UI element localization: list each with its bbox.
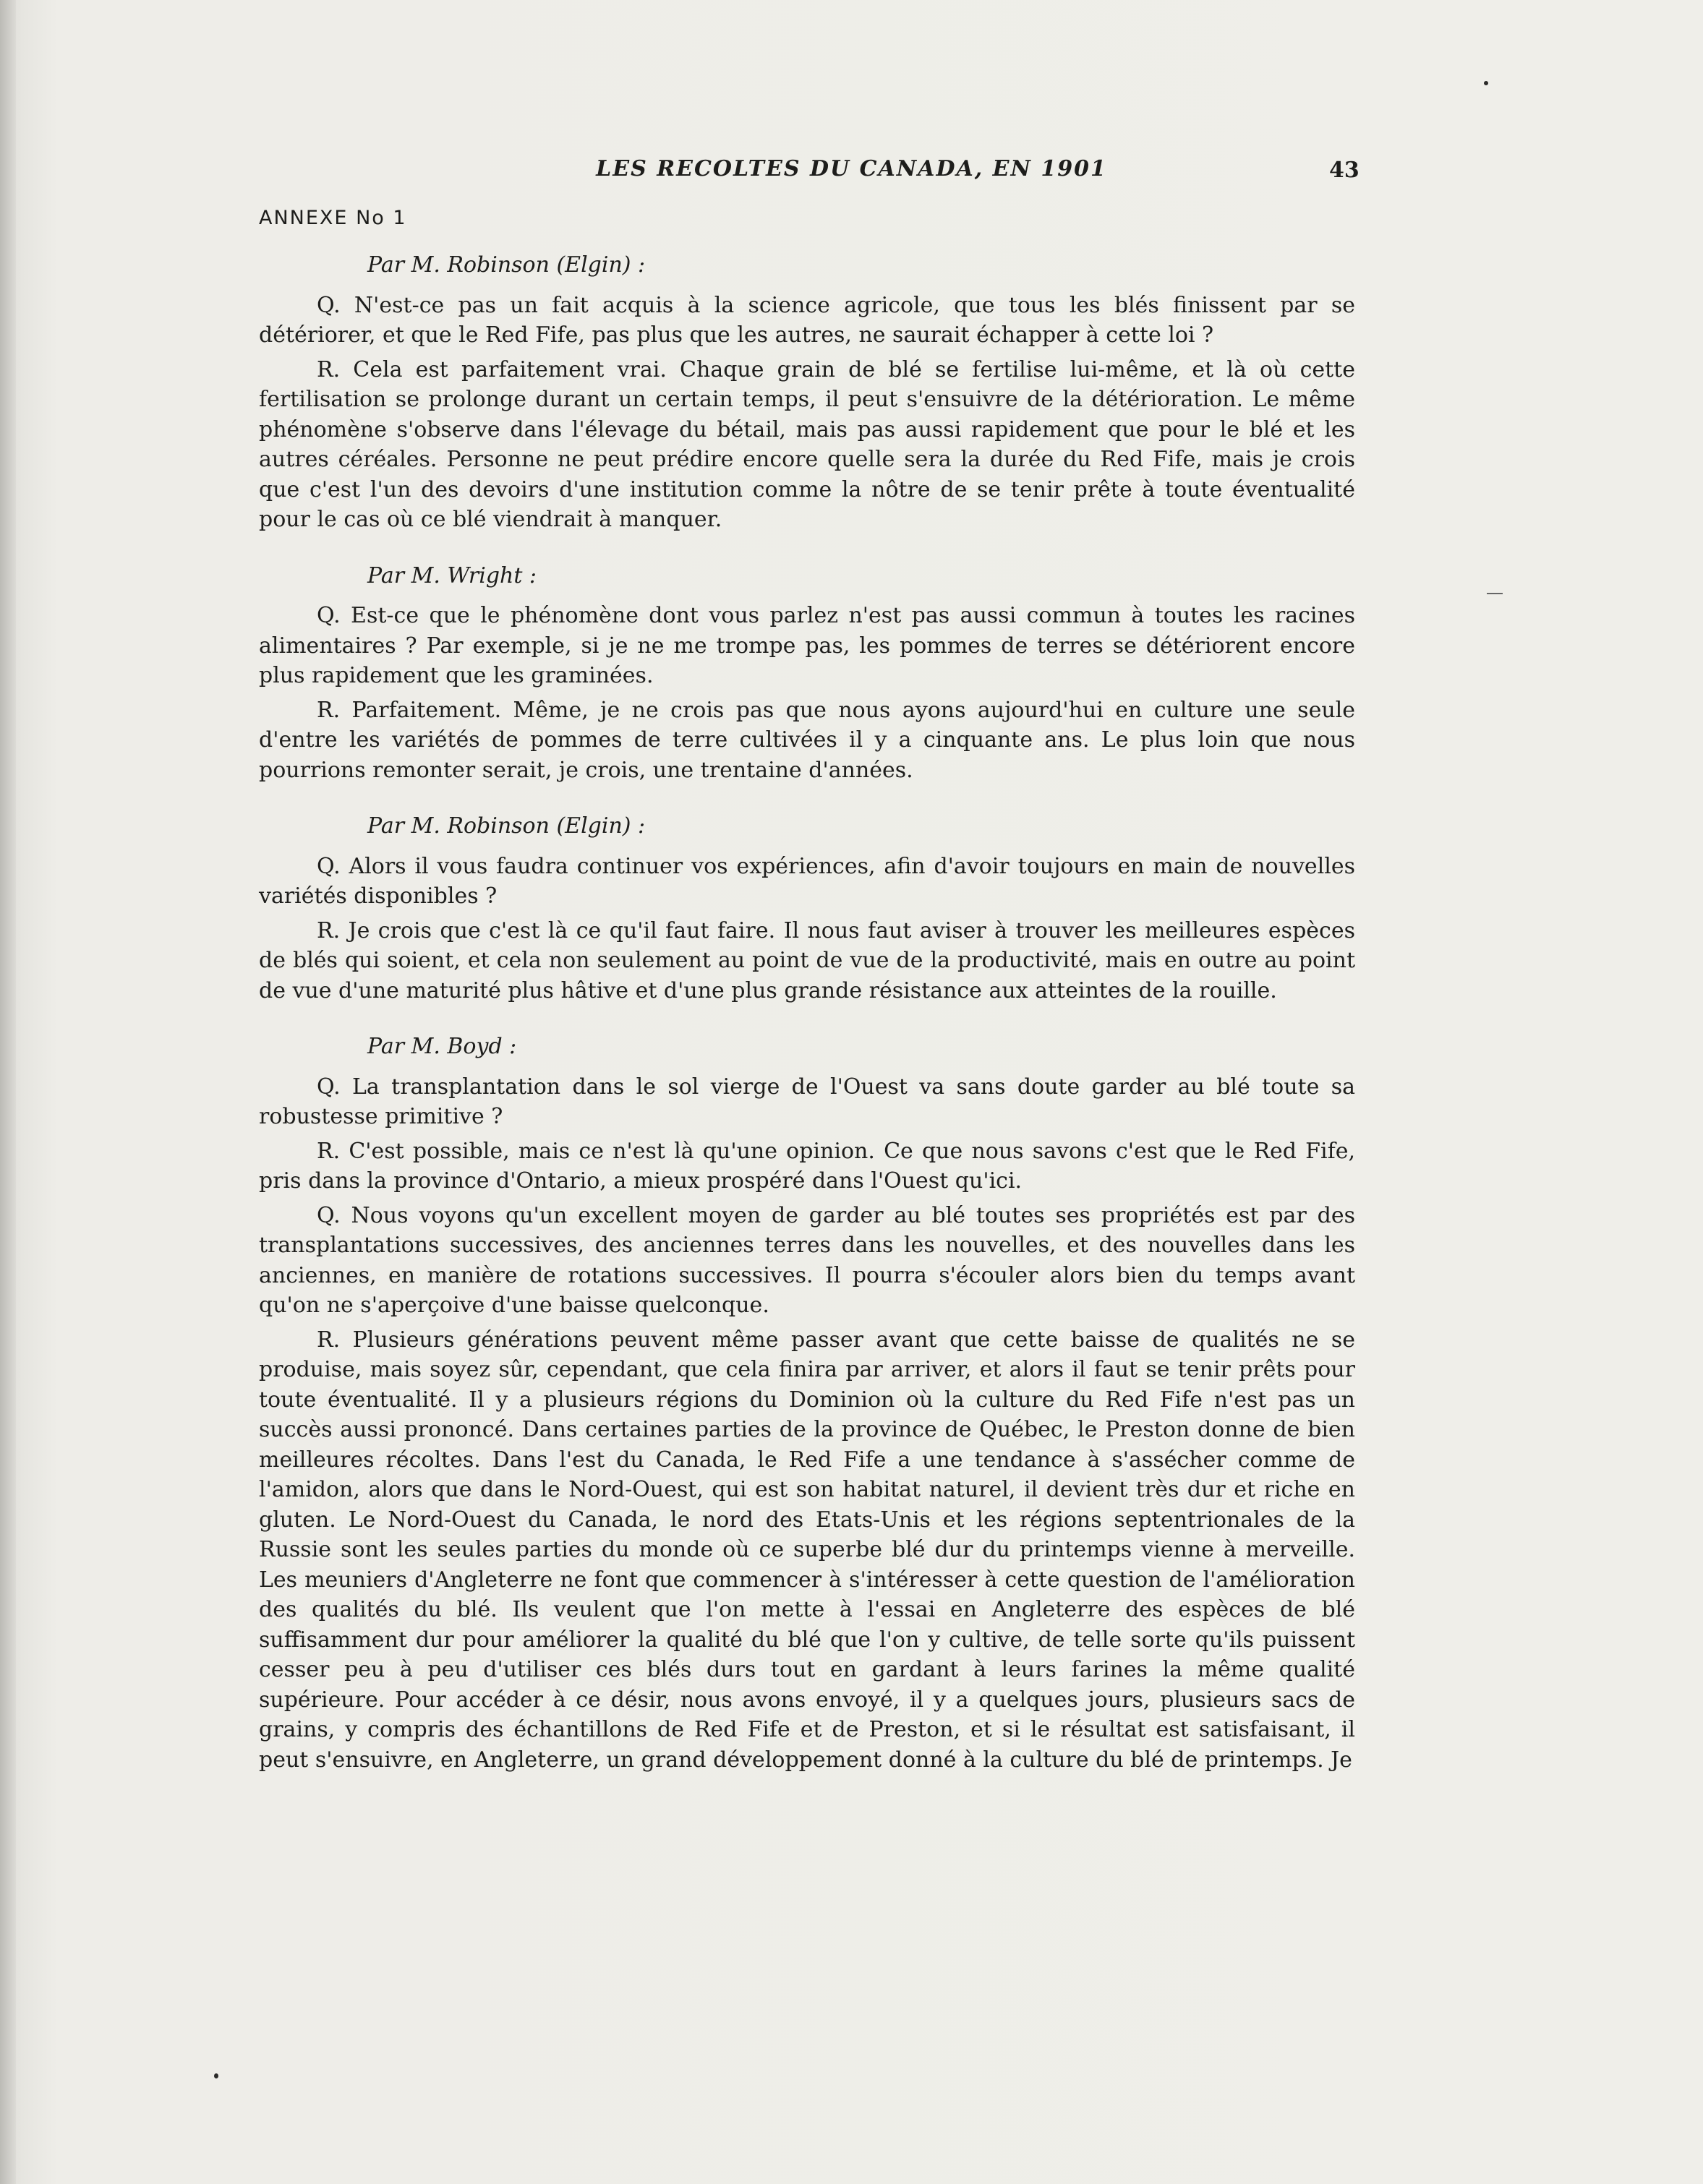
document-body <box>259 250 1355 1779</box>
running-header-title: LES RECOLTES DU CANADA, EN 1901 <box>596 156 1107 181</box>
paragraph: Q. Alors il vous faudra continuer vos expériences, afin d'avoir toujours en main de nouvelles variétés disponibles ? <box>259 853 1355 909</box>
section <box>259 811 1355 1006</box>
annex-label: ANNEXE No 1 <box>259 207 407 229</box>
section <box>259 1032 1355 1775</box>
paragraph: R. Parfaitement. Même, je ne crois pas que nous ayons aujourd'hui en culture une seule d'entre les variétés de pommes de terre cultivées il y a cinquante ans. Le plus loin que nous pourrions remonter serait, je crois, une trentaine d'années. <box>259 697 1355 783</box>
speaker-heading: Par M. Boyd : <box>367 1034 517 1059</box>
section <box>259 561 1355 786</box>
speaker-heading: Par M. Robinson (Elgin) : <box>367 813 646 839</box>
paragraph: R. Plusieurs générations peuvent même passer avant que cette baisse de qualités ne se produise, mais soyez sûr, cependant, que cela finira par arriver, et alors il faut se tenir prêts pour toute éventualité. Il y a plusieurs régions du Dominion où la culture du Red Fife n'est pas un succès aussi prononcé. Dans certaines parties de la province de Québec, le Preston donne de bien meilleures récoltes. Dans l'est du Canada, le Red Fife a une tendance à s'assécher comme de l'amidon, alors que dans le Nord-Ouest, qui est son habitat naturel, il devient très dur et riche en gluten. Le Nord-Ouest du Canada, le nord des Etats-Unis et les régions septentrionales de la Russie sont les seules parties du monde où ce superbe blé dur du printemps vienne à merveille. Les meuniers d'Angleterre ne font que commencer à s'intéresser à cette question de l'amélioration des qualités du blé. Ils veulent que l'on mette à l'essai en Angleterre des espèces de blé suffisamment dur pour améliorer la qualité du blé que l'on y cultive, de telle sorte qu'ils puissent cesser peu à peu d'utiliser ces blés durs tout en gardant à leurs farines la même qualité supérieure. Pour accéder à ce désir, nous avons envoyé, il y a quelques jours, plusieurs sacs de grains, y compris des échantillons de Red Fife et de Preston, et si le résultat est satisfaisant, il peut s'ensuivre, en Angleterre, un grand développement donné à la culture du blé de printemps. Je <box>259 1327 1355 1773</box>
paragraph: Q. La transplantation dans le sol vierge de l'Ouest va sans doute garder au blé toute sa robustesse primitive ? <box>259 1074 1355 1129</box>
page-number: 43 <box>1329 158 1360 183</box>
book-spine-shadow <box>0 0 16 2184</box>
paragraph: Q. Est-ce que le phénomène dont vous parlez n'est pas aussi commun à toutes les racines alimentaires ? Par exemple, si je ne me trompe pas, les pommes de terres se détériorent encore plus rapidement que les graminées. <box>259 603 1355 688</box>
paragraph: Q. Nous voyons qu'un excellent moyen de garder au blé toutes ses propriétés est par des transplantations successives, des anciennes terres dans les nouvelles, et des nouvelles dans les anciennes, en manière de rotations successives. Il pourra s'écouler alors bien du temps avant qu'on ne s'aperçoive d'une baisse quelconque. <box>259 1202 1355 1318</box>
paragraph: R. Je crois que c'est là ce qu'il faut faire. Il nous faut aviser à trouver les meilleures espèces de blés qui soient, et cela non seulement au point de vue de la productivité, mais en outre au point de vue d'une maturité plus hâtive et d'une plus grande résistance aux atteintes de la rouille. <box>259 917 1355 1003</box>
margin-tick <box>1487 593 1503 594</box>
paragraph: R. C'est possible, mais ce n'est là qu'une opinion. Ce que nous savons c'est que le Red Fife, pris dans la province d'Ontario, a mieux prospéré dans l'Ouest qu'ici. <box>259 1138 1355 1194</box>
ink-speck <box>214 2073 218 2078</box>
speaker-heading: Par M. Robinson (Elgin) : <box>367 252 646 278</box>
paragraph: R. Cela est parfaitement vrai. Chaque grain de blé se fertilise lui-même, et là où cette fertilisation se prolonge durant un certain temps, il peut s'ensuivre de la détérioration. Le même phénomène s'observe dans l'élevage du bétail, mais pas aussi rapidement que pour le blé et les autres céréales. Personne ne peut prédire encore quelle sera la durée du Red Fife, mais je crois que c'est l'un des devoirs d'une institution comme la nôtre de se tenir prête à toute éventualité pour le cas où ce blé viendrait à manquer. <box>259 356 1355 532</box>
speaker-heading: Par M. Wright : <box>367 562 537 588</box>
section <box>259 250 1355 535</box>
paragraph: Q. N'est-ce pas un fait acquis à la science agricole, que tous les blés finissent par se détériorer, et que le Red Fife, pas plus que les autres, ne saurait échapper à cette loi ? <box>259 292 1355 348</box>
ink-speck <box>1484 81 1488 85</box>
